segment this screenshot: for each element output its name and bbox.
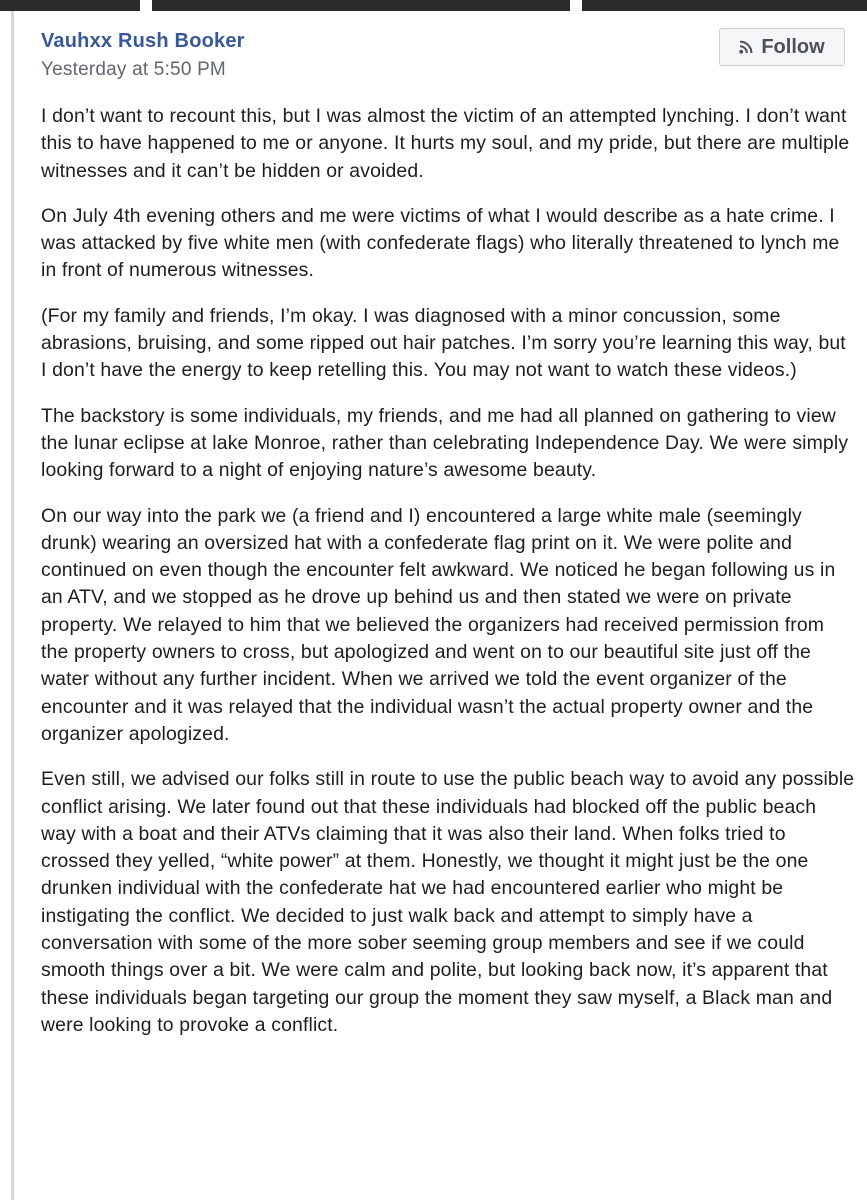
rss-icon xyxy=(739,40,753,54)
cropped-image-edge xyxy=(582,0,867,11)
post-paragraph: I don’t want to recount this, but I was almost the victim of an attempted lynching. I don’t want this to have happened to me or anyone. It hurts my soul, and my pride, but there are multiple witnesses and it can’t be hidden or avoided. xyxy=(41,105,850,182)
post-paragraph: On July 4th evening others and me were victims of what I would describe as a hate crime. I was attacked by five white men (with confederate flags) who literally threatened to lynch me in front of numerous witnesses. xyxy=(41,204,840,282)
post-paragraph: On our way into the park we (a friend and I) encountered a large white male (seemingly drunk) wearing an oversized hat with a confederate flag print on it. We were polite and continued on even though the encounter felt awkward. We noticed he began following us in an ATV, and we stopped as he drove up behind us and then stated we were on private property. We relayed to him that we believed the organizers had received permission from the property owners to cross, but apologized and went on to our beautiful site just off the water without any further incident. When we arrived we told the event organizer of the encounter and it was relayed that the individual wasn’t the actual property owner and the organizer apologized. xyxy=(41,504,836,745)
post-paragraph: (For my family and friends, I’m okay. I was diagnosed with a minor concussion, some abrasions, bruising, and some ripped out hair patches. I’m sorry you’re learning this way, but I don’t have the energy to keep retelling this. You may not want to watch these videos.) xyxy=(41,304,846,382)
follow-button-label: Follow xyxy=(761,35,825,58)
post-paragraph: The backstory is some individuals, my friends, and me had all planned on gathering to view the lunar eclipse at lake Monroe, rather than celebrating Independence Day. We were simply looking forward to a night of enjoying nature’s awesome beauty. xyxy=(41,404,849,482)
cropped-image-edge xyxy=(152,0,570,11)
post-body xyxy=(41,103,856,1057)
follow-button[interactable] xyxy=(719,28,845,66)
post-paragraph: Even still, we advised our folks still in route to use the public beach way to avoid any possible conflict arising. We later found out that these individuals had blocked off the public beach way with a boat and their ATVs claiming that it was also their land. When folks tried to crossed they yelled, “white power” at them. Honestly, we thought it might just be the one drunken individual with the confederate hat we had encountered earlier who might be instigating the conflict. We decided to just walk back and attempt to simply have a conversation with some of the more sober seeming group members and see if we could smooth things over a bit. We were calm and polite, but looking back now, it’s apparent that these individuals began targeting our group the moment they saw myself, a Black man and were looking to provoke a conflict. xyxy=(41,768,855,1036)
facebook-post xyxy=(11,11,867,1200)
author-name-link[interactable]: Vauhxx Rush Booker xyxy=(41,30,245,52)
post-timestamp[interactable]: Yesterday at 5:50 PM xyxy=(41,59,226,80)
cropped-image-edge xyxy=(0,0,140,11)
